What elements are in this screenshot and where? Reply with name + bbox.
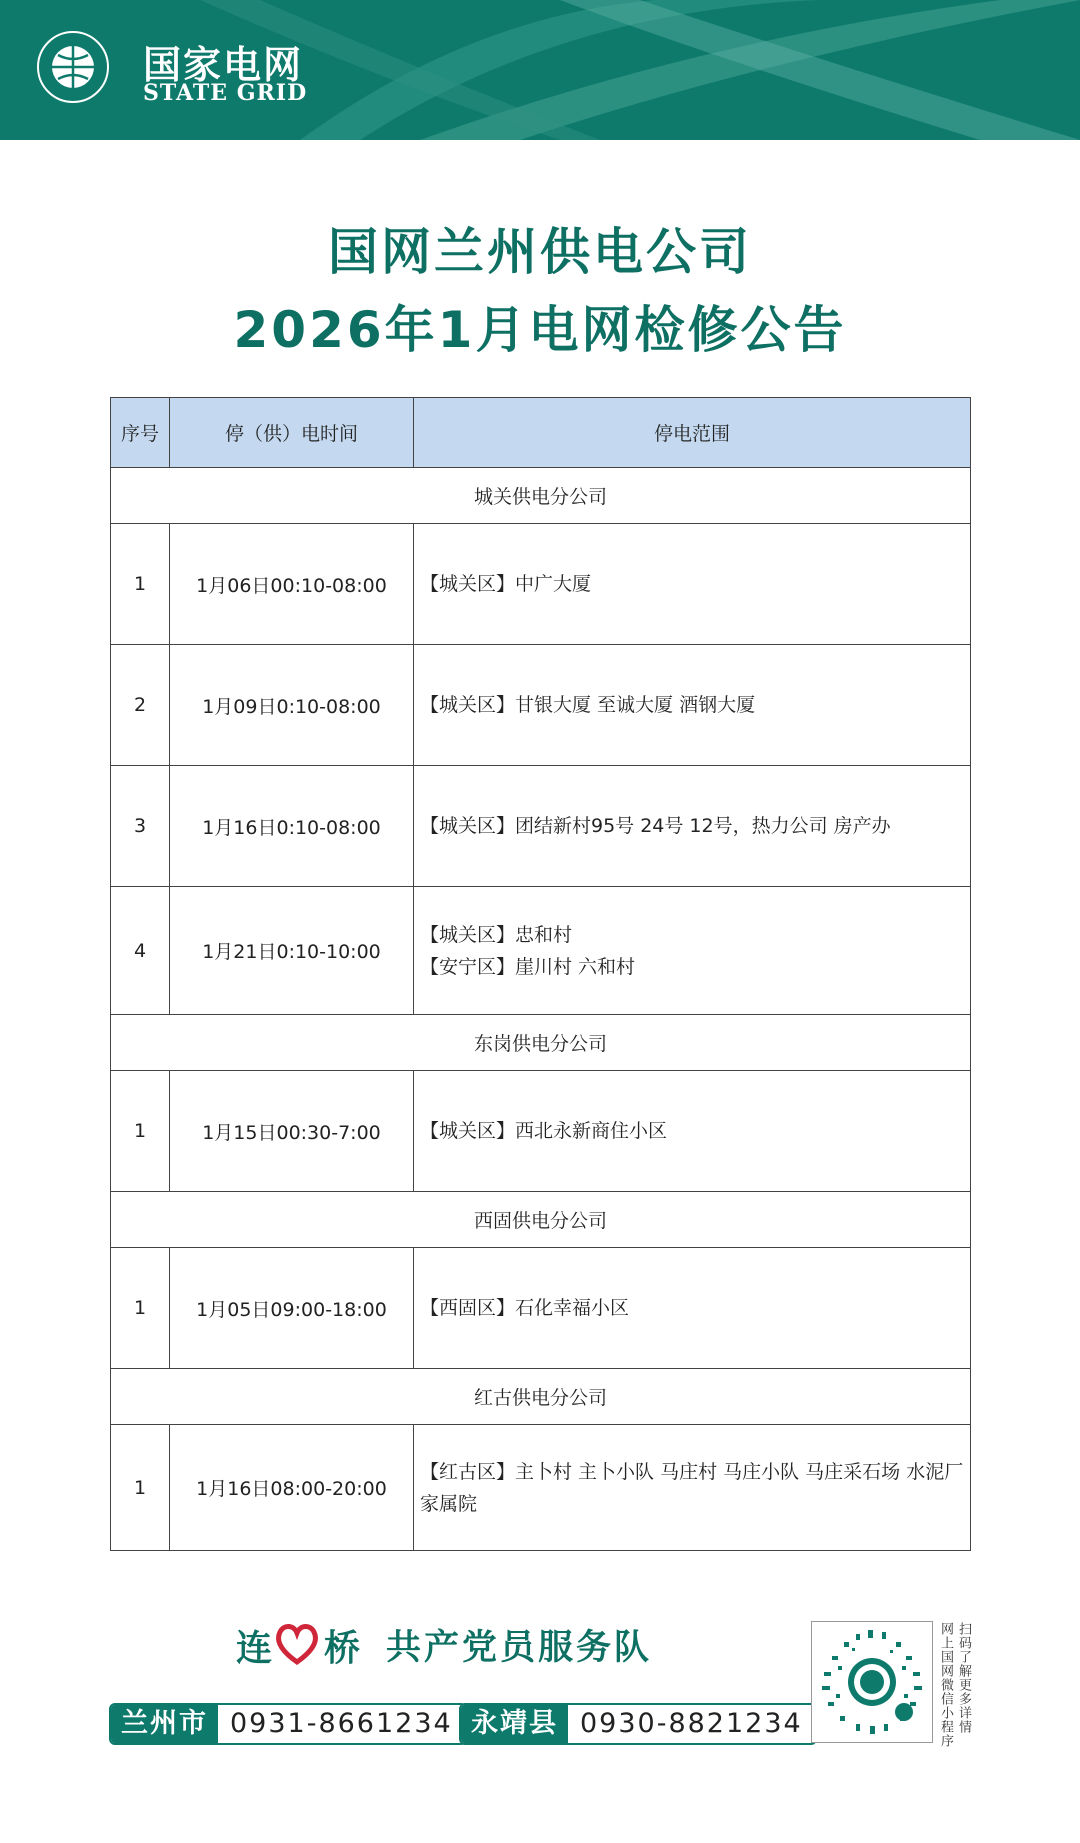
scope-line: 【城关区】团结新村95号 24号 12号，热力公司 房产办 xyxy=(420,815,891,837)
row-time: 1月16日0:10-08:00 xyxy=(170,766,414,887)
qr-code-icon xyxy=(812,1622,932,1742)
slogan-qiao: 桥 xyxy=(324,1627,361,1669)
slogan-team: 共产党员服务队 xyxy=(386,1628,653,1668)
table-row xyxy=(111,887,971,1015)
scope-line: 【城关区】忠和村 xyxy=(420,923,573,946)
section-row xyxy=(111,1192,971,1248)
header-time: 停（供）电时间 xyxy=(170,398,414,468)
qr-code[interactable] xyxy=(811,1621,933,1743)
row-scope xyxy=(414,766,971,887)
table-row xyxy=(111,1071,971,1192)
brand-name-cn: 国家电网 xyxy=(143,43,304,87)
row-no: 1 xyxy=(111,1071,170,1192)
row-no: 3 xyxy=(111,766,170,887)
row-scope xyxy=(414,887,971,1015)
row-no: 2 xyxy=(111,645,170,766)
row-time: 1月05日09:00-18:00 xyxy=(170,1248,414,1369)
scope-line: 【城关区】中广大厦 xyxy=(420,573,592,595)
section-row xyxy=(111,1015,971,1071)
qr-caption-2: 网上国网微信小程序 xyxy=(938,1622,953,1748)
row-scope xyxy=(414,524,971,645)
phone-yongjing xyxy=(459,1703,817,1745)
section-name: 东岗供电分公司 xyxy=(111,1015,971,1071)
header-banner xyxy=(0,0,1080,140)
section-name: 红古供电分公司 xyxy=(111,1369,971,1425)
table-row xyxy=(111,766,971,887)
section-row xyxy=(111,468,971,524)
scope-line: 【西固区】石化幸福小区 xyxy=(420,1297,630,1319)
maintenance-table xyxy=(110,397,971,1551)
phone-label: 永靖县 xyxy=(461,1705,568,1743)
row-scope xyxy=(414,1425,971,1551)
table-row xyxy=(111,1425,971,1551)
scope-line: 【城关区】西北永新商住小区 xyxy=(420,1120,668,1142)
row-time: 1月09日0:10-08:00 xyxy=(170,645,414,766)
section-name: 西固供电分公司 xyxy=(111,1192,971,1248)
row-time: 1月15日00:30-7:00 xyxy=(170,1071,414,1192)
row-no: 1 xyxy=(111,1425,170,1551)
table-row xyxy=(111,645,971,766)
row-no: 1 xyxy=(111,524,170,645)
row-no: 4 xyxy=(111,887,170,1015)
row-scope xyxy=(414,645,971,766)
header-no: 序号 xyxy=(111,398,170,468)
state-grid-logo-icon xyxy=(36,30,110,104)
row-time: 1月06日00:10-08:00 xyxy=(170,524,414,645)
slogan-lian: 连 xyxy=(236,1627,273,1669)
row-no: 1 xyxy=(111,1248,170,1369)
brand-name-en: STATE GRID xyxy=(143,80,308,106)
scope-line: 【红古区】主卜村 主卜小队 马庄村 马庄小队 马庄采石场 水泥厂家属院 xyxy=(420,1460,964,1515)
header-scope: 停电范围 xyxy=(414,398,971,468)
phone-lanzhou xyxy=(109,1703,467,1745)
qr-caption-1: 扫码了解更多详情 xyxy=(956,1622,971,1734)
heart-icon xyxy=(274,1622,320,1666)
table-row xyxy=(111,524,971,645)
row-scope xyxy=(414,1248,971,1369)
section-row xyxy=(111,1369,971,1425)
scope-line: 【安宁区】崖川村 六和村 xyxy=(420,955,636,978)
row-time: 1月21日0:10-10:00 xyxy=(170,887,414,1015)
scope-line: 【城关区】甘银大厦 至诚大厦 酒钢大厦 xyxy=(420,694,756,716)
row-time: 1月16日08:00-20:00 xyxy=(170,1425,414,1551)
row-scope xyxy=(414,1071,971,1192)
section-name: 城关供电分公司 xyxy=(111,468,971,524)
title-notice: 2026年1月电网检修公告 xyxy=(233,301,847,359)
phone-label: 兰州市 xyxy=(111,1705,218,1743)
table-row xyxy=(111,1248,971,1369)
table-header-row xyxy=(111,398,971,468)
phone-number: 0931-8661234 xyxy=(230,1708,453,1739)
phone-number: 0930-8821234 xyxy=(580,1708,803,1739)
title-company: 国网兰州供电公司 xyxy=(328,223,752,281)
